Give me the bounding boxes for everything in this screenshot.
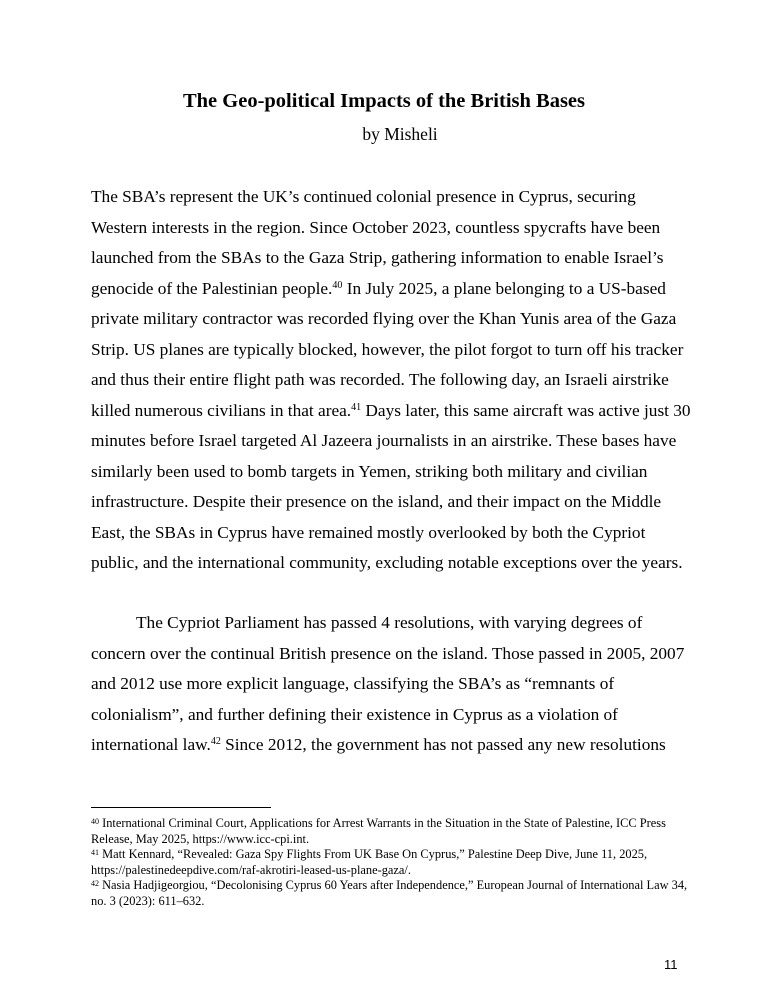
footnote-ref-40[interactable]: 40 xyxy=(332,279,343,291)
body-paragraph-1 xyxy=(91,182,691,579)
footnote-text: International Criminal Court, Applications for Arrest Warrants in the Situation in the State of Palestine, ICC Press Release, May 2025, https://www.icc-cpi.int. xyxy=(91,816,666,846)
footnote-ref-41[interactable]: 41 xyxy=(351,401,362,413)
footnote-number: 40 xyxy=(91,817,99,826)
footnote-text: Nasia Hadjigeorgiou, “Decolonising Cyprus 60 Years after Independence,” European Journal of International Law 34, no. 3 (2023): 611–632. xyxy=(91,878,688,908)
body-paragraph-2 xyxy=(91,608,691,761)
paragraph-text: In July 2025, a plane belonging to a US-based private military contractor was recorded flying over the Khan Yunis area of the Gaza Strip. US planes are typically blocked, however, the pilot forgot to turn off his tracker and thus their entire flight path was recorded. The following day, an Israeli airstrike killed numerous civilians in that area. xyxy=(91,278,684,420)
footnotes xyxy=(91,816,691,909)
paragraph-text: The SBA’s represent the UK’s continued colonial presence in Cyprus, securing Western interests in the region. Since October 2023, countless spycrafts have been launched from the SBAs to the Gaza Strip, gathering information to enable Israel’s genocide of the Palestinian people. xyxy=(91,187,664,298)
footnote-text: Matt Kennard, “Revealed: Gaza Spy Flights From UK Base On Cyprus,” Palestine Deep Dive, June 11, 2025, https://palestinedeepdive.com/raf-akrotiri-leased-us-plane-gaza/. xyxy=(91,847,648,877)
page-number: 11 xyxy=(664,957,678,972)
author-byline: by Misheli xyxy=(362,124,438,144)
footnote-42 xyxy=(91,878,691,909)
paragraph-text: The Cypriot Parliament has passed 4 resolutions, with varying degrees of concern over the continual British presence on the island. Those passed in 2005, 2007 and 2012 use more explicit language, classifying the SBA’s as “remnants of colonialism”, and further defining their existence in Cyprus as a violation of international law. xyxy=(91,613,685,754)
footnote-number: 41 xyxy=(91,848,99,857)
footnote-40 xyxy=(91,816,691,847)
footnote-ref-42[interactable]: 42 xyxy=(210,736,221,747)
paragraph-text: Days later, this same aircraft was active just 30 minutes before Israel targeted Al Jazeera journalists in an airstrike. These bases have similarly been used to bomb targets in Yemen, striking both military and civilian infrastructure. Despite their presence on the island, and their impact on the Middle East, the SBAs in Cyprus have remained mostly overlooked by both the Cypriot public, and the international community, excluding notable exceptions over the years. xyxy=(91,400,691,572)
footnote-separator xyxy=(91,807,271,808)
footnote-41 xyxy=(91,847,691,878)
document-title: The Geo-political Impacts of the British Bases xyxy=(182,90,585,112)
footnote-number: 42 xyxy=(91,879,99,888)
paragraph-text: Since 2012, the government has not passed any new resolutions xyxy=(220,735,666,754)
